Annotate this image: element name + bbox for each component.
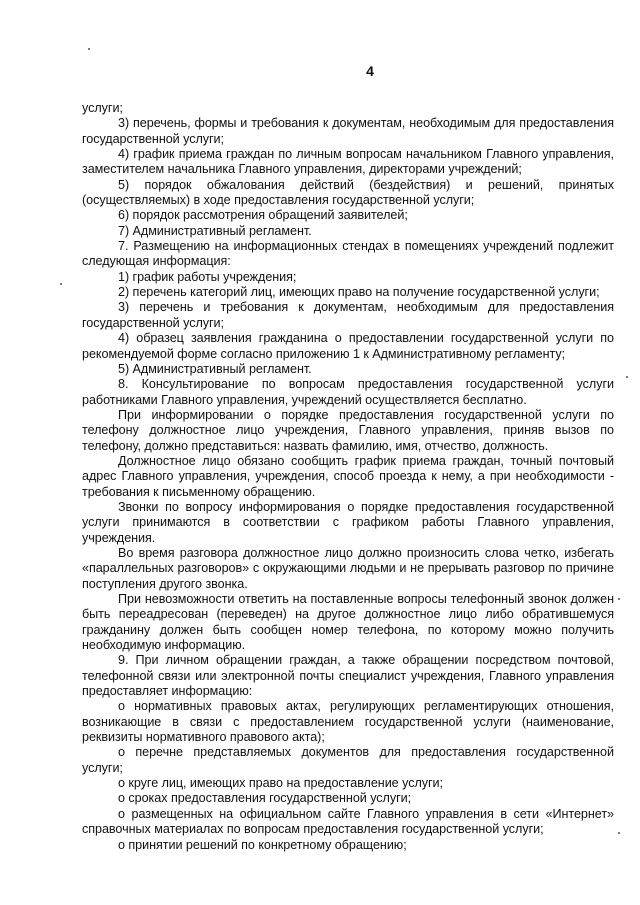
page-number: 4: [366, 63, 374, 79]
scan-speck: [626, 376, 628, 378]
paragraph: 8. Консультирование по вопросам предоставления государственной услуги работниками Главного управления, учреждений осуществляется бесплатно.: [82, 377, 614, 407]
paragraph: Должностное лицо обязано сообщить график приема граждан, точный почтовый адрес Главного управления, учреждения, способ проезда к нему, а при необходимости - требования к письменному обращению.: [82, 453, 614, 499]
paragraph: услуги;: [82, 101, 123, 115]
paragraph: о размещенных на официальном сайте Главного управления в сети «Интернет» справочных материалах по вопросам предоставления государственной услуги;: [82, 806, 614, 837]
paragraph: При невозможности ответить на поставленные вопросы телефонный звонок должен быть переадресован (переведен) на другое должностное лицо либо обратившемуся гражданину должен быть сообщен номер телефона, по которому можно получить необходимую информацию.: [82, 592, 614, 653]
paragraph: о нормативных правовых актах, регулирующих регламентирующих отношения, возникающие в связи с предоставлением государственной услуги (наименование, реквизиты нормативного правового акта);: [82, 699, 614, 745]
document-body: [82, 101, 614, 853]
paragraph: 4) образец заявления гражданина о предоставлении государственной услуги по рекомендуемой форме согласно приложению 1 к Административному регламенту;: [82, 331, 614, 361]
paragraph: 3) перечень и требования к документам, необходимым для предоставления государственной услуги;: [82, 300, 614, 330]
paragraph: Звонки по вопросу информирования о порядке предоставления государственной услуги принимаются в соответствии с графиком работы Главного управления, учреждения.: [82, 499, 614, 545]
paragraph: о перечне представляемых документов для предоставления государственной услуги;: [82, 745, 614, 775]
scan-speck: [618, 832, 620, 834]
paragraph: 7) Административный регламент.: [118, 223, 312, 238]
paragraph: о круге лиц, имеющих право на предоставление услуги;: [118, 776, 443, 791]
paragraph: 9. При личном обращении граждан, а также обращении посредством почтовой, телефонной связи или электронной почты специалист учреждения, Главного управления предоставляет информацию:: [82, 653, 614, 699]
paragraph: 3) перечень, формы и требования к документам, необходимым для предоставления государственной услуги;: [82, 116, 614, 146]
paragraph: о сроках предоставления государственной услуги;: [118, 791, 412, 806]
scan-speck: [618, 598, 620, 600]
paragraph: 4) график приема граждан по личным вопросам начальником Главного управления, заместителем начальника Главного управления, директорами учреждений;: [82, 147, 614, 177]
paragraph: 2) перечень категорий лиц, имеющих право на получение государственной услуги;: [118, 285, 600, 300]
paragraph: 7. Размещению на информационных стендах в помещениях учреждений подлежит следующая информация:: [82, 239, 614, 269]
scan-speck: [60, 283, 62, 285]
paragraph: 5) порядок обжалования действий (бездействия) и решений, принятых (осуществляемых) в ходе предоставления государственной услуги;: [82, 177, 614, 208]
paragraph: При информировании о порядке предоставления государственной услуги по телефону должностное лицо учреждения, Главного управления, приняв вызов по телефону, должно представиться: назвать фамилию, имя, отчество, должность.: [82, 407, 614, 453]
paragraph: 1) график работы учреждения;: [118, 269, 297, 284]
scan-speck: [88, 48, 90, 50]
paragraph: Во время разговора должностное лицо должно произносить слова четко, избегать «параллельных разговоров» с окружающими людьми и не прерывать разговор по причине поступления другого звонка.: [82, 545, 614, 591]
paragraph: 6) порядок рассмотрения обращений заявителей;: [118, 208, 408, 223]
paragraph: о принятии решений по конкретному обращению;: [118, 837, 407, 852]
paragraph: 5) Административный регламент.: [118, 361, 312, 376]
